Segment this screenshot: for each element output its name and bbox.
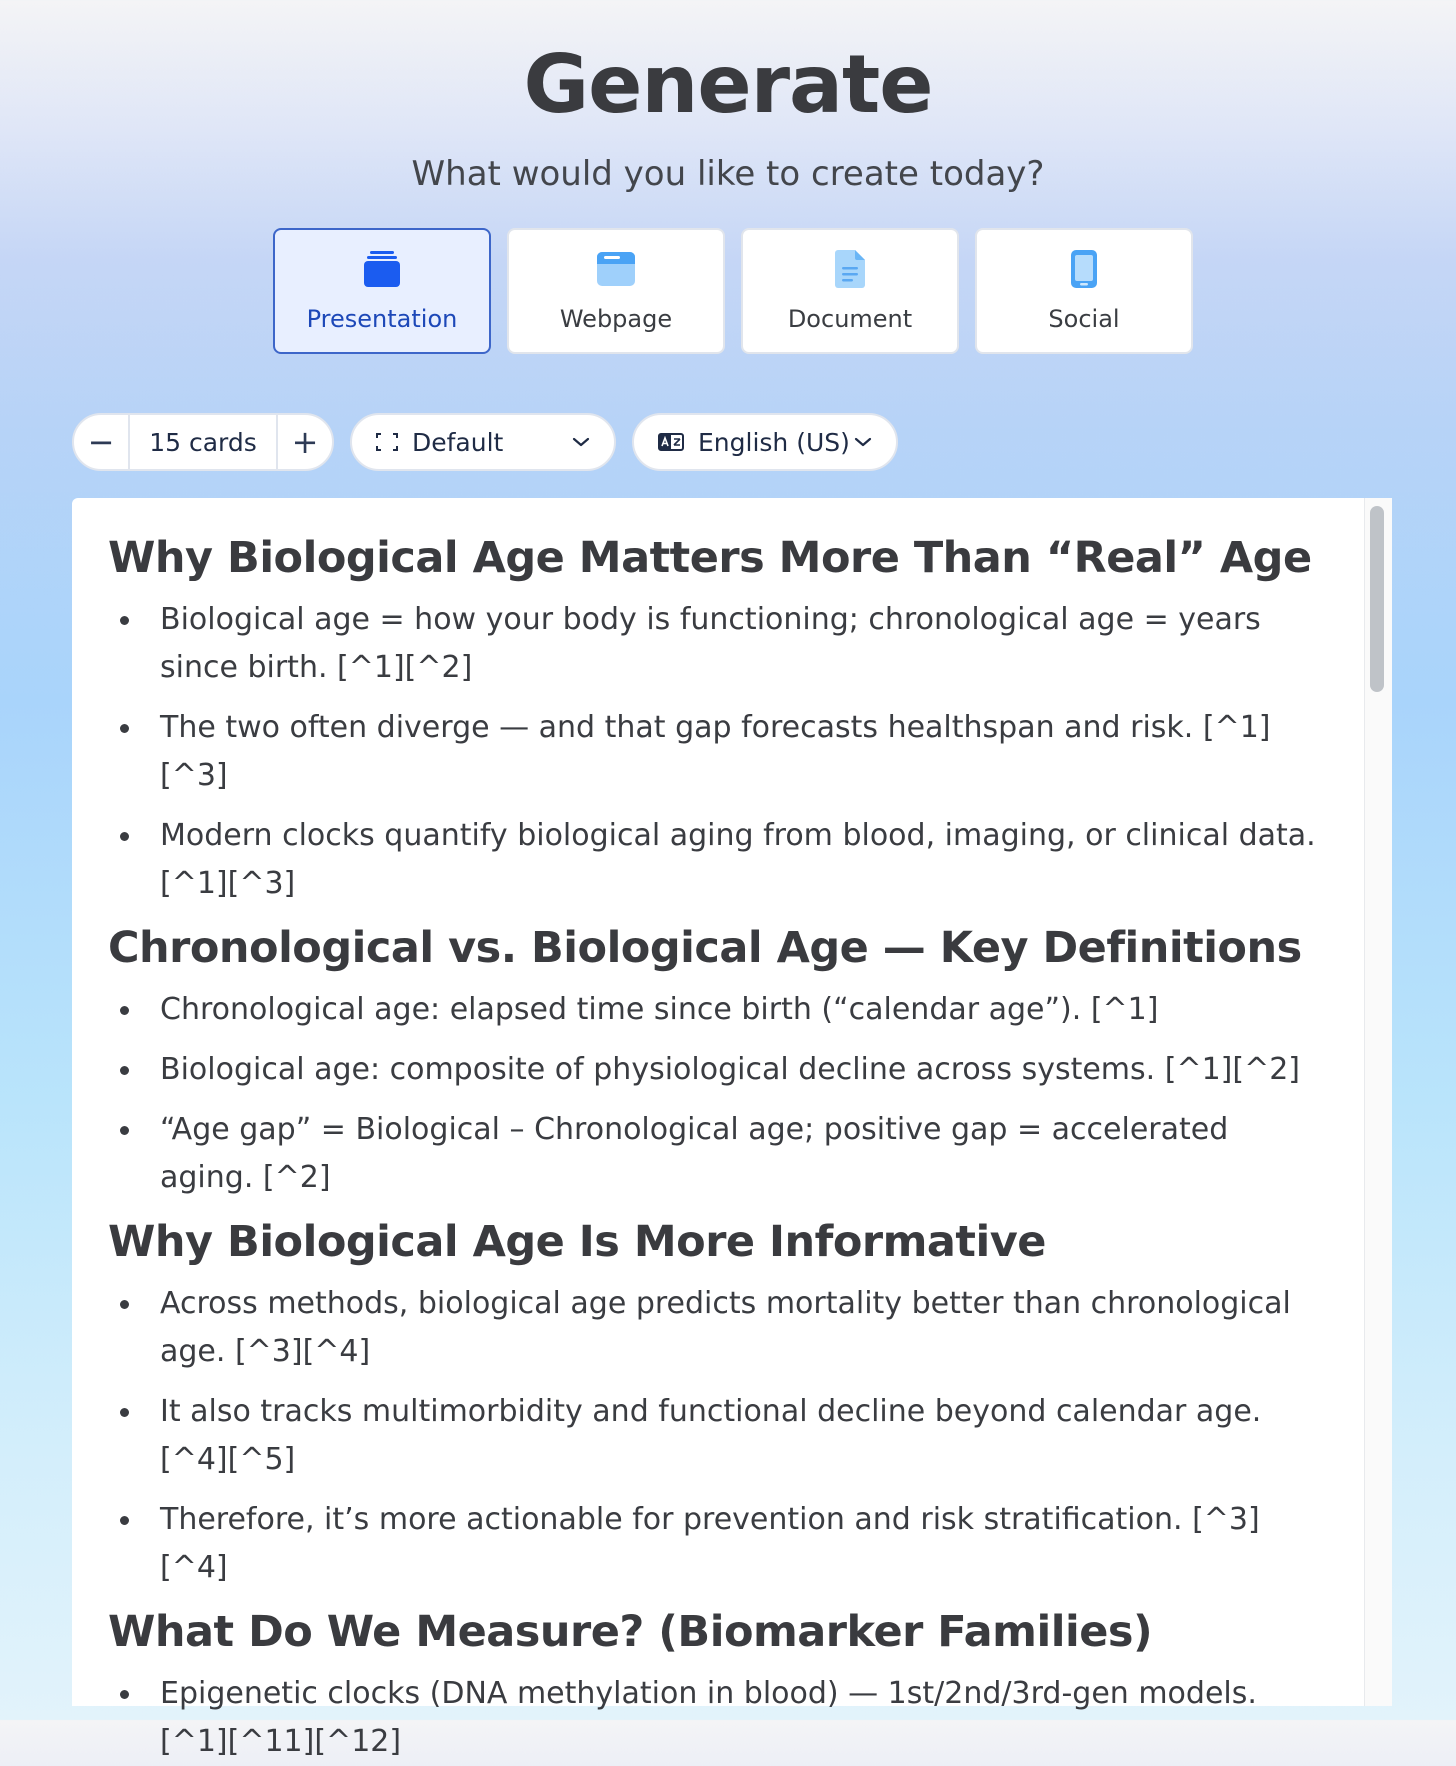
list-item: Therefore, it’s more actionable for prevention and risk stratification. [^3][^4] [108,1496,1322,1592]
list-item: “Age gap” = Biological – Chronological age; positive gap = accelerated aging. [^2] [108,1106,1322,1202]
bullet-list [108,1670,1322,1766]
theme-dropdown-label: Default [412,427,504,457]
section-heading: Why Biological Age Is More Informative [108,1217,1046,1267]
stack-icon [362,249,402,289]
content-type-selector [273,228,1193,354]
section-heading: Chronological vs. Biological Age — Key Definitions [108,923,1302,973]
outline-editor[interactable] [72,498,1392,1759]
list-item: The two often diverge — and that gap forecasts healthspan and risk. [^1][^3] [108,704,1322,800]
list-item: Biological age = how your body is functioning; chronological age = years since birth. [^1][^2] [108,596,1322,692]
aspect-ratio-icon [376,433,398,451]
card-count-value: 15 cards [128,415,278,469]
list-item: Biological age: composite of physiological decline across systems. [^1][^2] [108,1046,1322,1094]
type-card-label: Document [787,305,913,333]
card-count-stepper [72,413,334,471]
section-heading: Why Biological Age Matters More Than “Real” Age [108,533,1312,583]
list-item: Epigenetic clocks (DNA methylation in blood) — 1st/2nd/3rd-gen models. [^1][^11][^12] [108,1670,1322,1766]
type-card-label: Social [1048,305,1120,333]
browser-icon [596,249,636,289]
theme-dropdown[interactable] [350,413,616,471]
language-dropdown-label: English (US) [698,427,850,457]
type-card-document[interactable] [741,228,959,354]
list-item: Chronological age: elapsed time since birth (“calendar age”). [^1] [108,986,1322,1034]
list-item: It also tracks multimorbidity and functional decline beyond calendar age. [^4][^5] [108,1388,1322,1484]
page-title: Generate [523,38,933,131]
scrollbar-thumb[interactable] [1370,506,1384,692]
translate-icon [658,433,684,451]
bullet-list [108,986,1322,1202]
bullet-list [108,596,1322,908]
generation-controls [72,413,898,471]
bullet-list [108,1280,1322,1592]
type-card-label: Webpage [559,305,673,333]
list-item: Across methods, biological age predicts mortality better than chronological age. [^3][^4] [108,1280,1322,1376]
type-card-social[interactable] [975,228,1193,354]
increment-button[interactable]: + [291,423,319,461]
type-card-label: Presentation [306,305,458,333]
decrement-button[interactable]: − [87,423,115,461]
type-card-presentation[interactable] [273,228,491,354]
chevron-down-icon [572,436,590,448]
page-subtitle: What would you like to create today? [411,154,1045,194]
language-dropdown[interactable] [632,413,898,471]
document-icon [830,249,870,289]
chevron-down-icon [854,436,872,448]
type-card-webpage[interactable] [507,228,725,354]
phone-icon [1064,249,1104,289]
section-heading: What Do We Measure? (Biomarker Families) [108,1607,1153,1657]
list-item: Modern clocks quantify biological aging from blood, imaging, or clinical data. [^1][^3] [108,812,1322,908]
